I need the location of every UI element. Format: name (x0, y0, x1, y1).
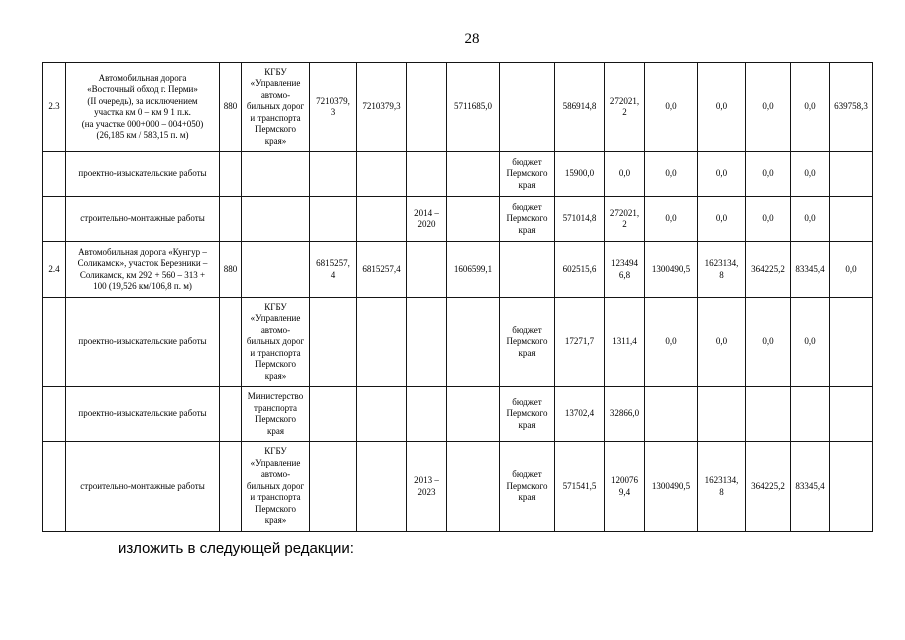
amount-cell (830, 298, 873, 387)
amount-cell (447, 63, 500, 152)
code-cell (220, 63, 242, 152)
object-name-cell (66, 442, 220, 532)
item-number-cell (43, 442, 66, 532)
amount-cell (698, 197, 746, 242)
amount-cell (310, 298, 357, 387)
amount-cell (645, 242, 698, 298)
amount-cell (310, 242, 357, 298)
amount-cell (746, 63, 791, 152)
page-number: 28 (464, 31, 480, 47)
executor-cell (242, 298, 310, 387)
cell-text: 1300490,5 (651, 263, 691, 274)
amount-cell (605, 63, 645, 152)
cell-text: 2 (622, 107, 627, 117)
amendment-text: изложить в следующей редакции: (118, 540, 354, 557)
cell-text: «Восточный обход г. Перми» (87, 84, 198, 94)
cell-text: 0,0 (665, 336, 677, 347)
cell-text: Пермского (255, 414, 296, 424)
cell-text: 1623134, (704, 258, 739, 268)
amount-cell (605, 442, 645, 532)
amount-cell (357, 387, 407, 442)
cell-text: 1311,4 (612, 336, 637, 347)
cell-text: КГБУ (264, 301, 287, 312)
table-body (43, 63, 873, 532)
cell-text: 2.3 (48, 101, 60, 112)
cell-text: 571014,8 (562, 213, 597, 224)
amount-cell (746, 242, 791, 298)
amount-cell (357, 152, 407, 197)
item-number-cell (43, 152, 66, 197)
amount-cell (645, 298, 698, 387)
funding-source-cell (500, 387, 555, 442)
cell-text: 0,0 (665, 168, 677, 179)
cell-text: 0,0 (665, 101, 677, 112)
amount-cell (310, 63, 357, 152)
object-name-cell (66, 298, 220, 387)
cell-text: края (518, 179, 536, 190)
amount-cell (830, 387, 873, 442)
period-cell (407, 298, 447, 387)
cell-text: 0,0 (762, 101, 774, 112)
amount-cell (791, 387, 830, 442)
cell-text: 364225,2 (751, 480, 785, 491)
code-cell (220, 387, 242, 442)
item-number-cell (43, 63, 66, 152)
cell-text: бюджет (512, 156, 542, 167)
cell-text: бильных дорог (246, 336, 305, 347)
funding-source-cell (500, 197, 555, 242)
item-number-cell (43, 242, 66, 298)
cell-text: 1300490,5 (651, 480, 691, 491)
cell-text: 8 (719, 486, 724, 497)
amount-cell (698, 242, 746, 298)
cell-text: участка км 0 – км 9 1 п.к. (94, 107, 191, 117)
cell-text: 0,0 (715, 168, 728, 179)
cell-text: края (518, 492, 536, 503)
amount-cell (605, 298, 645, 387)
period-cell (407, 63, 447, 152)
cell-text: 0,0 (804, 101, 816, 112)
amount-cell (698, 387, 746, 442)
amount-cell (555, 63, 605, 152)
funding-source-cell (500, 298, 555, 387)
amount-cell (830, 152, 873, 197)
cell-text: Пермского (506, 480, 548, 491)
amount-cell (791, 197, 830, 242)
cell-text: 602515,6 (562, 263, 597, 274)
amount-cell (447, 298, 500, 387)
cell-text: 880 (223, 101, 238, 112)
amount-cell (555, 442, 605, 532)
cell-text: 0,0 (845, 263, 857, 274)
amount-cell (555, 152, 605, 197)
executor-cell (242, 242, 310, 298)
amount-cell (555, 242, 605, 298)
amount-cell (447, 152, 500, 197)
funding-source-cell (500, 152, 555, 197)
cell-text: бюджет (512, 469, 542, 480)
table-row (43, 197, 873, 242)
table-row (43, 442, 873, 532)
amount-cell (698, 442, 746, 532)
amount-cell (746, 298, 791, 387)
cell-text: 6815257, (316, 258, 350, 268)
cell-text: транспорта (253, 402, 298, 413)
cell-text: 6815257,4 (362, 263, 401, 274)
cell-text: Автомобильная дорога (98, 72, 187, 83)
executor-cell (242, 442, 310, 532)
executor-cell (242, 197, 310, 242)
amount-cell (310, 442, 357, 532)
cell-text: 5711685,0 (454, 101, 492, 112)
cell-text: 100 (19,526 км/106,8 п. м) (93, 281, 192, 291)
executor-cell (242, 63, 310, 152)
object-name-cell (66, 242, 220, 298)
table-row (43, 387, 873, 442)
cell-text: автомо- (260, 324, 291, 335)
cell-text: бильных дорог (246, 480, 305, 491)
cell-text: 6,8 (618, 269, 631, 280)
amount-cell (791, 242, 830, 298)
period-cell (407, 197, 447, 242)
cell-text: 17271,7 (564, 336, 595, 347)
cell-text: Пермского (255, 359, 296, 370)
cell-text: 7210379,3 (362, 101, 401, 112)
amount-cell (698, 63, 746, 152)
table-row (43, 242, 873, 298)
cell-text: «Управление (250, 313, 301, 324)
cell-text: 0,0 (804, 168, 816, 179)
cell-text: края» (264, 135, 287, 146)
cell-text: края» (264, 370, 287, 381)
cell-text: автомо- (260, 89, 291, 100)
amount-cell (310, 152, 357, 197)
table-row (43, 298, 873, 387)
cell-text: 15900,0 (564, 168, 595, 179)
cell-text: автомо- (260, 469, 291, 480)
cell-text: 8 (719, 269, 724, 280)
cell-text: бюджет (512, 324, 542, 335)
amount-cell (830, 197, 873, 242)
amount-cell (645, 387, 698, 442)
amount-cell (605, 387, 645, 442)
cell-text: Пермского (506, 408, 548, 419)
executor-cell (242, 387, 310, 442)
cell-text: 272021, (609, 207, 640, 218)
amount-cell (791, 63, 830, 152)
funding-source-cell (500, 63, 555, 152)
amount-cell (555, 197, 605, 242)
amount-cell (555, 298, 605, 387)
object-name-cell (66, 152, 220, 197)
cell-text: 2 (622, 219, 627, 229)
cell-text: КГБУ (264, 446, 287, 457)
data-table (42, 62, 873, 532)
amount-cell (830, 242, 873, 298)
amount-cell (830, 442, 873, 532)
cell-text: и транспорта (250, 492, 301, 503)
object-name-cell (66, 197, 220, 242)
cell-text: проектно-изыскательские работы (78, 336, 207, 347)
amount-cell (447, 197, 500, 242)
amount-cell (605, 197, 645, 242)
cell-text: 2020 (417, 219, 436, 229)
cell-text: края (266, 425, 284, 436)
cell-text: 364225,2 (751, 263, 785, 274)
cell-text: «Управление (250, 457, 301, 468)
cell-text: бюджет (512, 396, 542, 407)
cell-text: и транспорта (250, 112, 301, 123)
cell-text: 0,0 (715, 336, 728, 347)
cell-text: проектно-изыскательские работы (78, 168, 207, 179)
amount-cell (791, 152, 830, 197)
amount-cell (645, 152, 698, 197)
cell-text: Пермского (255, 124, 296, 135)
cell-text: 9,4 (618, 486, 631, 497)
cell-text: 639758,3 (834, 101, 868, 112)
cell-text: 123494 (611, 258, 638, 268)
cell-text: проектно-изыскательские работы (78, 408, 207, 419)
amount-cell (357, 63, 407, 152)
cell-text: и транспорта (250, 347, 301, 358)
cell-text: 0,0 (762, 168, 774, 179)
funding-source-cell (500, 242, 555, 298)
cell-text: 120076 (611, 475, 638, 485)
amount-cell (791, 442, 830, 532)
amount-cell (357, 442, 407, 532)
cell-text: строительно-монтажные работы (80, 213, 205, 224)
period-cell (407, 442, 447, 532)
period-cell (407, 387, 447, 442)
cell-text: 586914,8 (562, 101, 597, 112)
amount-cell (605, 152, 645, 197)
cell-text: Министерство (247, 391, 304, 401)
item-number-cell (43, 298, 66, 387)
code-cell (220, 197, 242, 242)
cell-text: 2013 – (414, 475, 439, 485)
cell-text: 1606599,1 (453, 263, 493, 274)
cell-text: бильных дорог (246, 101, 305, 112)
cell-text: 571541,5 (562, 480, 597, 491)
amount-cell (830, 63, 873, 152)
cell-text: Пермского (506, 213, 548, 224)
cell-text: Соликамск, км 292 + 560 – 313 + (79, 269, 206, 280)
funding-source-cell (500, 442, 555, 532)
cell-text: 83345,4 (795, 480, 825, 491)
cell-text: 32866,0 (609, 408, 640, 419)
cell-text: строительно-монтажные работы (80, 480, 205, 491)
code-cell (220, 442, 242, 532)
cell-text: 2.4 (48, 263, 60, 274)
amount-cell (746, 197, 791, 242)
executor-cell (242, 152, 310, 197)
amount-cell (746, 152, 791, 197)
cell-text: Соликамск», участок Березники – (77, 258, 208, 268)
cell-text: 0,0 (804, 336, 816, 347)
cell-text: Пермского (506, 168, 548, 179)
cell-text: 0,0 (715, 213, 728, 224)
amount-cell (310, 387, 357, 442)
cell-text: «Управление (250, 78, 301, 89)
amount-cell (555, 387, 605, 442)
code-cell (220, 242, 242, 298)
amount-cell (746, 442, 791, 532)
amount-cell (698, 298, 746, 387)
cell-text: (на участке 000+000 – 004+050) (81, 118, 204, 129)
code-cell (220, 298, 242, 387)
cell-text: 0,0 (618, 168, 631, 179)
cell-text: 0,0 (804, 213, 816, 224)
cell-text: 0,0 (762, 336, 774, 347)
cell-text: 4 (330, 269, 336, 280)
cell-text: 83345,4 (795, 263, 825, 274)
cell-text: 0,0 (665, 213, 677, 224)
cell-text: КГБУ (264, 66, 287, 77)
cell-text: 2014 – (414, 207, 439, 218)
cell-text: Пермского (255, 503, 296, 514)
amount-cell (645, 197, 698, 242)
cell-text: (26,185 км / 583,15 п. м) (96, 130, 189, 140)
cell-text: Автомобильная дорога «Кунгур – (78, 246, 207, 257)
cell-text: 13702,4 (564, 408, 595, 419)
amount-cell (447, 387, 500, 442)
amount-cell (746, 387, 791, 442)
table-row (43, 63, 873, 152)
amount-cell (357, 298, 407, 387)
cell-text: 0,0 (762, 213, 774, 224)
amount-cell (357, 242, 407, 298)
item-number-cell (43, 197, 66, 242)
item-number-cell (43, 387, 66, 442)
cell-text: 3 (330, 107, 336, 117)
amount-cell (310, 197, 357, 242)
amount-cell (357, 197, 407, 242)
cell-text: (II очередь), за исключением (87, 95, 198, 106)
amount-cell (645, 63, 698, 152)
cell-text: края» (264, 515, 287, 526)
amount-cell (645, 442, 698, 532)
table-row (43, 152, 873, 197)
amount-cell (791, 298, 830, 387)
cell-text: 272021, (609, 95, 640, 106)
cell-text: края (518, 224, 536, 235)
cell-text: 0,0 (715, 101, 728, 112)
code-cell (220, 152, 242, 197)
cell-text: Пермского (506, 336, 548, 347)
object-name-cell (66, 63, 220, 152)
amount-cell (698, 152, 746, 197)
cell-text: 1623134, (704, 475, 739, 485)
amount-cell (447, 442, 500, 532)
cell-text: 880 (223, 263, 238, 274)
cell-text: края (518, 419, 536, 430)
amount-cell (605, 242, 645, 298)
cell-text: края (518, 347, 536, 358)
period-cell (407, 242, 447, 298)
cell-text: бюджет (512, 201, 542, 212)
amount-cell (447, 242, 500, 298)
cell-text: 7210379, (316, 95, 350, 106)
period-cell (407, 152, 447, 197)
object-name-cell (66, 387, 220, 442)
cell-text: 2023 (417, 486, 436, 497)
